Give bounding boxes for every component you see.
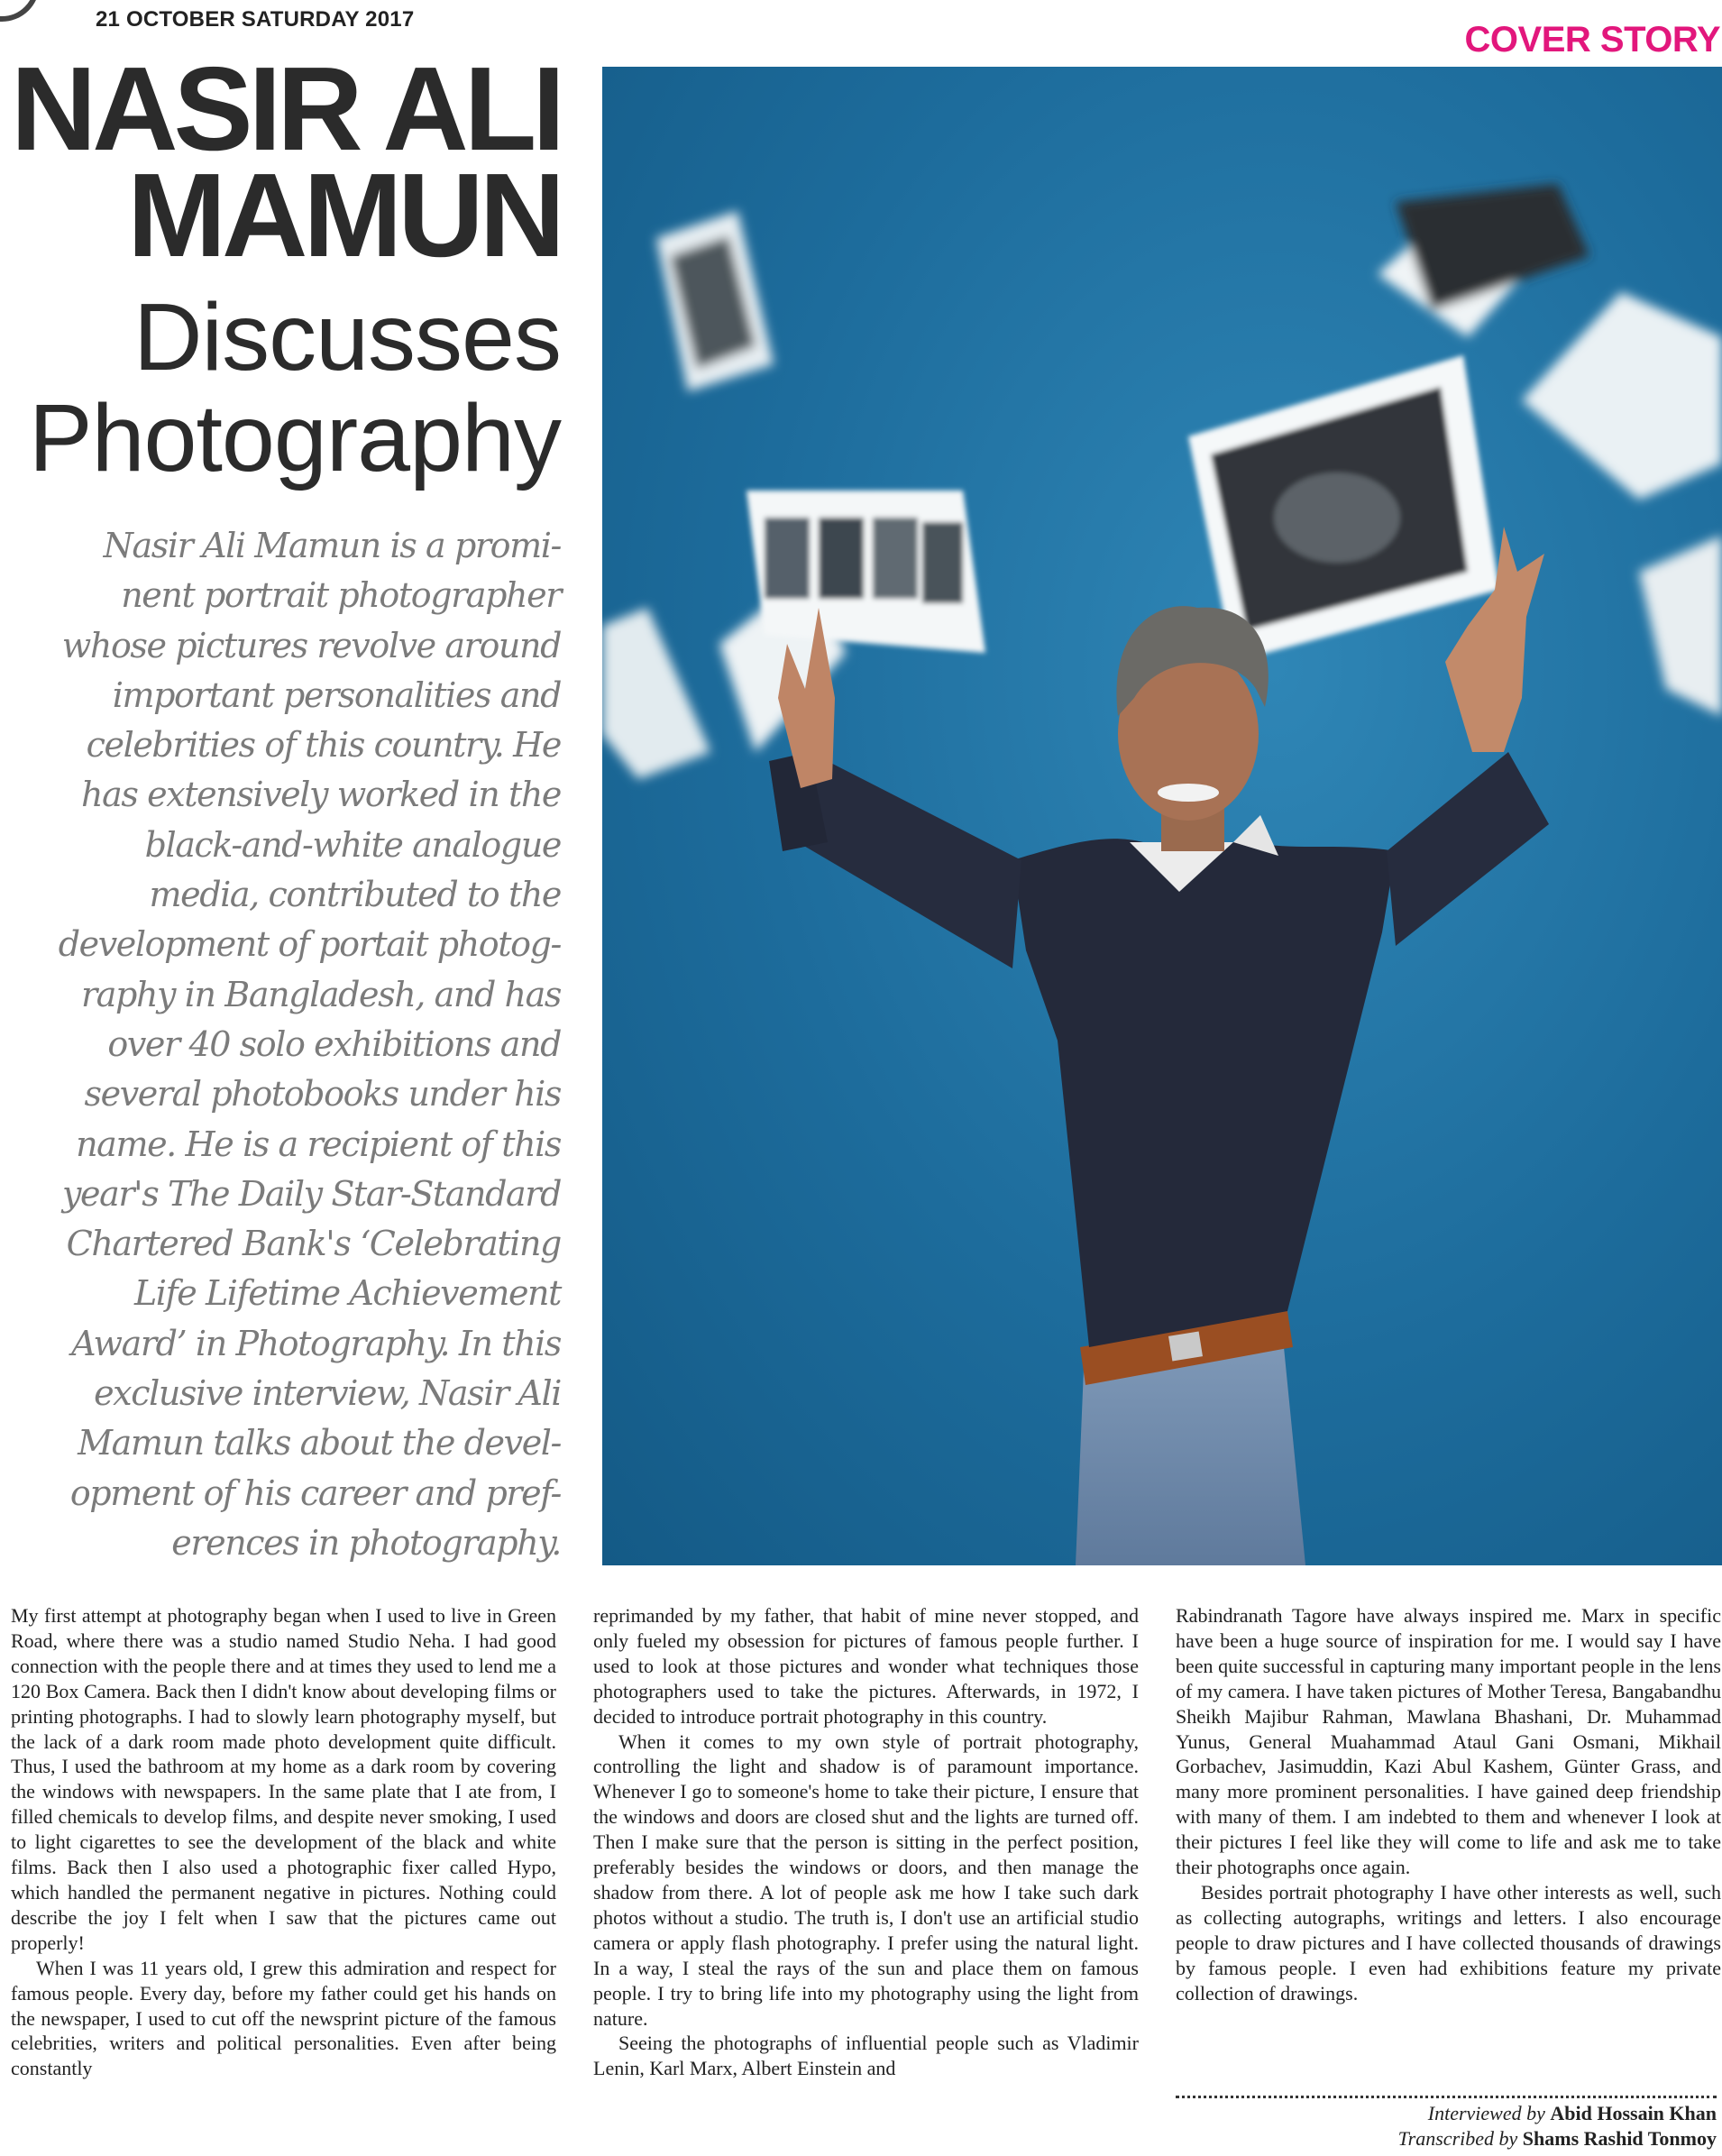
article-paragraph: When I was 11 years old, I grew this admiration and respect for famous people. Every day, before my father could get his hands on the newspaper, I used to cut off the newsprint picture of the famous celebrities, writers and political personalities. Even after being constantly bbox=[11, 1956, 556, 2080]
transcriber-credit bbox=[1398, 2126, 1717, 2151]
interviewer-credit bbox=[1428, 2101, 1717, 2125]
article-column-2 bbox=[593, 1603, 1139, 2156]
headline bbox=[0, 42, 561, 491]
article-paragraph: Seeing the photographs of influential people such as Vladimir Lenin, Karl Marx, Albert Einstein and bbox=[593, 2032, 1139, 2080]
credit-role: Interviewed by bbox=[1427, 2102, 1545, 2124]
article-paragraph: When it comes to my own style of portrait photography, controlling the light and shadow is of paramount importance. Whenever I go to someone's home to take their picture, I ensure that the windows and doors are closed shut and the lights are turned off. Then I make sure that the person is sitting in the perfect position, preferably besides the windows or doors, and then manage the shadow from there. A lot of people ask me how I take such dark photos without a studio. The truth is, I don't use an artificial studio camera or apply flash photography. I prefer using the natural light. In a way, I steal the rays of the sun and place them on famous people. I try to bring life into my photography using the light from nature. bbox=[593, 1729, 1139, 2030]
article-paragraph: Besides portrait photography I have other interests as well, such as collecting autographs, writings and letters. I also encourage people to draw pictures and I have collected thousands of drawings by famous people. I even had exhibitions feature my private collection of drawings. bbox=[1176, 1880, 1721, 2005]
article-paragraph: Rabindranath Tagore have always inspired me. Marx in specific have been a huge source of inspiration for me. I would say I have been quite successful in capturing many important people in the lens of my camera. I have taken pictures of Mother Teresa, Bangabandhu Sheikh Majibur Rahman, Mawlana Bhashani, Dr. Muhammad Yunus, General Muahammad Ataul Gani Osmani, Mikhail Gorbachev, Jasimuddin, Kazi Abul Kashem, Günter Grass, and many more prominent personalities. I have gained deep friendship with many of them. I am indebted to them and whenever I look at their pictures I feel like they will come to life and ask me to take their photographs once again. bbox=[1176, 1604, 1721, 1879]
article-paragraph: My first attempt at photography began when I used to live in Green Road, where there was a studio named Studio Neha. I had good connection with the people there and at times they used to lend me a 120 Box Camera. Back then I didn't know about developing films or printing photographs. I had to slowly learn photography myself, but the lack of a dark room made photo development quite difficult. Thus, I used the bathroom at my home as a dark room by covering the windows with newspapers. In the same plate that I ate from, I filled chemicals to develop films, and despite never smoking, I used to light cigarettes to see the development of the black and white films. Back then I also used a photographic fixer called Hypo, which handled the permanent negative in pictures. Nothing could describe the joy I felt when I saw that the pictures came out properly! bbox=[11, 1604, 556, 1954]
article-column-1 bbox=[11, 1603, 556, 2156]
cover-photo bbox=[602, 67, 1722, 1565]
credit-role: Transcribed by bbox=[1397, 2127, 1518, 2150]
article-column-3 bbox=[1176, 1603, 1721, 2090]
headline-line-1: NASIR ALI bbox=[10, 42, 561, 175]
standfirst: Nasir Ali Mamun is a promi- nent portrait photographer whose pictures revolve around important personalities and celebrities of this country. He has extensively worked in the black-and-white analogue media, contributed to the development of portait photog- raphy in Bangladesh, and has over 40 solo exhibitions and several photobooks under his name. He is a recipient of this year's The Daily Star-Standard Chartered Bank's ‘Celebrating Life Lifetime Achievement Award’ in Photography. In this exclusive interview, Nasir Ali Mamun talks about the devel- opment of his career and pref- erences in photography. bbox=[58, 526, 561, 1563]
credits-divider bbox=[1176, 2096, 1717, 2098]
headline-line-3: Discusses bbox=[133, 284, 561, 390]
page-number-circle bbox=[0, 0, 40, 22]
headline-line-2: MAMUN bbox=[127, 149, 561, 281]
dateline: 21 OCTOBER SATURDAY 2017 bbox=[96, 7, 415, 32]
article-paragraph: reprimanded by my father, that habit of mine never stopped, and only fueled my obsession for pictures of famous people further. I used to look at those pictures and wonder what techniques those photographers used to take the pictures. Afterwards, in 1972, I decided to introduce portrait photography in this country. bbox=[593, 1604, 1139, 1728]
headline-line-4: Photography bbox=[28, 385, 561, 491]
credit-name: Abid Hossain Khan bbox=[1550, 2102, 1717, 2124]
credit-name: Shams Rashid Tonmoy bbox=[1522, 2127, 1717, 2150]
section-label: COVER STORY bbox=[1464, 20, 1720, 60]
